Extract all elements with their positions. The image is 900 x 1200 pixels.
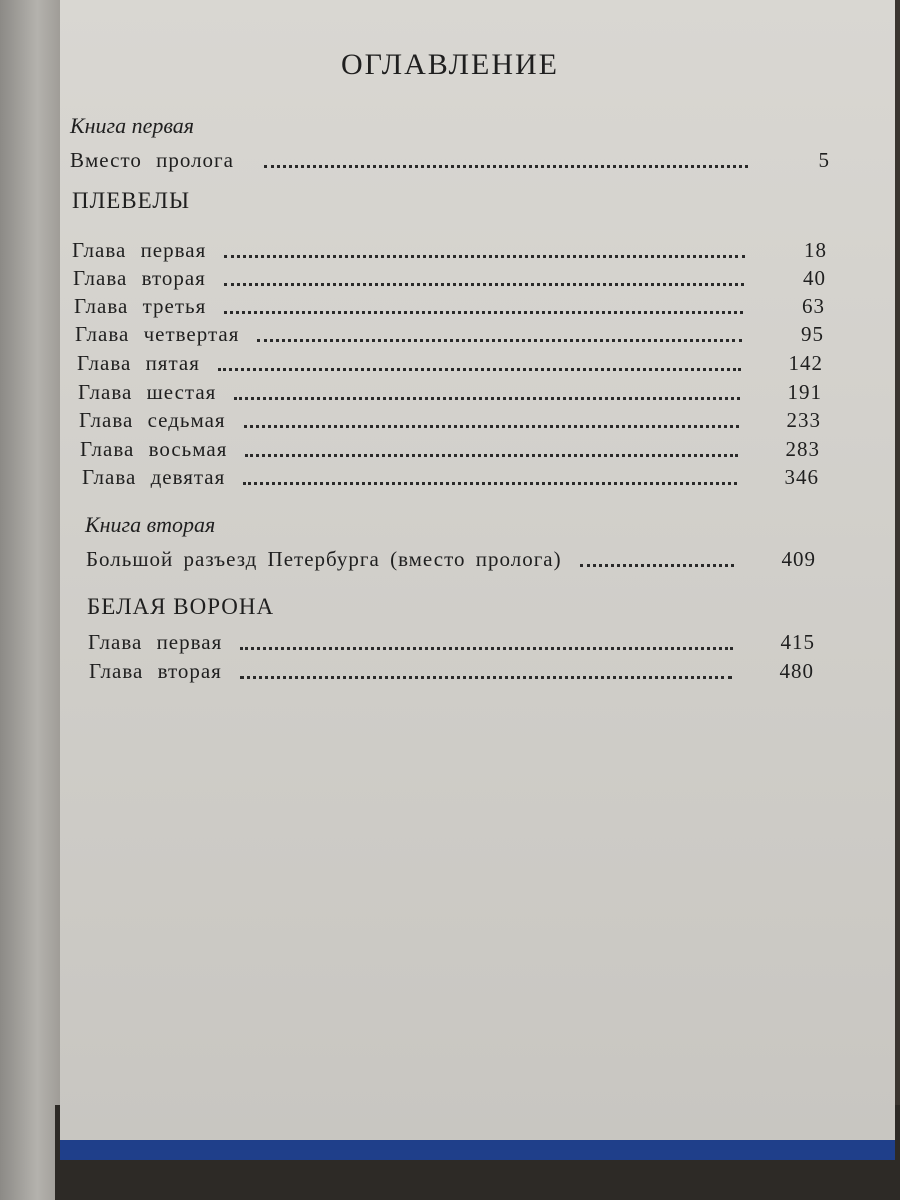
dot-leader [245, 454, 738, 457]
page-number: 480 [779, 659, 814, 683]
dot-leader [218, 368, 741, 371]
entry-label: Глава четвертая [75, 322, 240, 346]
entry-label: Глава седьмая [79, 408, 226, 432]
page-title: ОГЛАВЛЕНИЕ [341, 48, 559, 81]
page-number: 142 [788, 351, 823, 375]
part1-title: ПЛЕВЕЛЫ [72, 188, 191, 213]
dot-leader [224, 255, 745, 258]
toc-entry-book1-intro[interactable] [70, 145, 830, 173]
entry-label: Глава шестая [78, 380, 217, 404]
book2-label: Книга вторая [85, 512, 216, 537]
toc-entry[interactable] [82, 462, 819, 490]
toc-entry[interactable] [78, 377, 822, 405]
part2-title: БЕЛАЯ ВОРОНА [87, 594, 275, 619]
toc-entry-book2-intro[interactable] [86, 544, 816, 572]
page-number: 346 [784, 465, 819, 489]
toc-entry[interactable] [89, 656, 814, 684]
toc-entry[interactable] [72, 235, 827, 263]
entry-label: Большой разъезд Петербурга (вместо пролога) [86, 547, 562, 571]
entry-label: Глава восьмая [80, 437, 228, 461]
toc-entry[interactable] [88, 627, 815, 655]
page-number: 283 [785, 437, 820, 461]
dot-leader [224, 311, 743, 314]
page-number: 40 [803, 266, 826, 290]
page-number: 5 [818, 148, 830, 172]
dot-leader [240, 647, 733, 650]
toc-entry[interactable] [77, 348, 823, 376]
page-number: 95 [801, 322, 824, 346]
page-number: 191 [787, 380, 822, 404]
entry-label: Глава вторая [89, 659, 222, 683]
dot-leader [244, 425, 739, 428]
entry-label: Глава первая [72, 238, 207, 262]
entry-label: Глава вторая [73, 266, 206, 290]
book-edge [0, 0, 62, 1200]
page-number: 63 [802, 294, 825, 318]
page-number: 18 [804, 238, 827, 262]
dot-leader [264, 165, 748, 168]
dot-leader [224, 283, 744, 286]
entry-label: Глава первая [88, 630, 223, 654]
dot-leader [234, 397, 740, 400]
dot-leader [580, 564, 734, 567]
dot-leader [257, 339, 742, 342]
page-number: 415 [780, 630, 815, 654]
entry-label: Глава третья [74, 294, 207, 318]
book1-label: Книга первая [70, 113, 194, 138]
toc-entry[interactable] [74, 291, 825, 319]
page-number: 409 [781, 547, 816, 571]
toc-entry[interactable] [75, 319, 824, 347]
page-number: 233 [786, 408, 821, 432]
toc-entry[interactable] [80, 434, 820, 462]
entry-label: Вместо пролога [70, 148, 234, 172]
entry-label: Глава девятая [82, 465, 226, 489]
toc-entry[interactable] [79, 405, 821, 433]
toc-entry[interactable] [73, 263, 826, 291]
entry-label: Глава пятая [77, 351, 200, 375]
dot-leader [240, 676, 732, 679]
dot-leader [243, 482, 737, 485]
